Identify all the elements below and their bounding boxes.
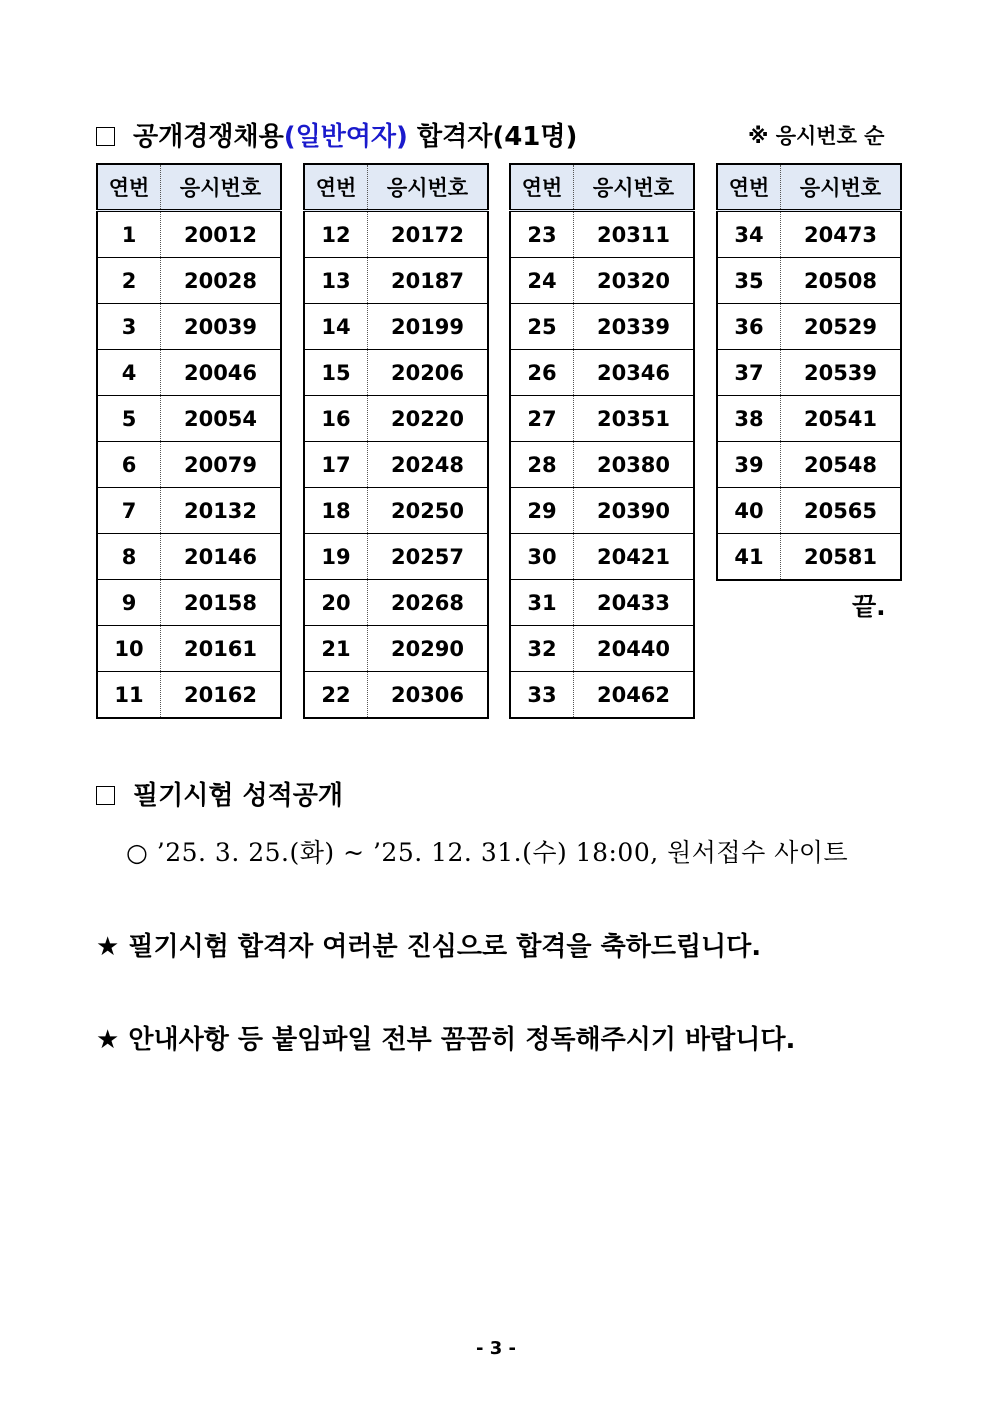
cell-seq: 32 (510, 626, 574, 672)
cell-seq: 34 (717, 211, 781, 258)
cell-seq: 20 (304, 580, 368, 626)
cell-exam-number: 20187 (368, 258, 489, 304)
table-header-row (717, 164, 901, 211)
table-row (304, 211, 488, 258)
table-row (510, 442, 694, 488)
table-row (510, 396, 694, 442)
cell-seq: 5 (97, 396, 161, 442)
cell-exam-number: 20320 (574, 258, 695, 304)
cell-seq: 15 (304, 350, 368, 396)
table-row (304, 672, 488, 719)
cell-exam-number: 20079 (161, 442, 282, 488)
page-number: - 3 - (476, 1338, 516, 1359)
checkbox-square-icon (96, 786, 115, 805)
cell-seq: 7 (97, 488, 161, 534)
cell-seq: 33 (510, 672, 574, 719)
cell-exam-number: 20473 (781, 211, 902, 258)
cell-seq: 38 (717, 396, 781, 442)
cell-exam-number: 20257 (368, 534, 489, 580)
cell-exam-number: 20172 (368, 211, 489, 258)
sort-note: ※ 응시번호 순 (748, 124, 885, 148)
title-count: 합격자(41명) (407, 122, 578, 152)
cell-seq: 30 (510, 534, 574, 580)
cell-seq: 36 (717, 304, 781, 350)
table-header-row (304, 164, 488, 211)
table-row (717, 534, 901, 581)
cell-exam-number: 20541 (781, 396, 902, 442)
header-seq: 연번 (97, 164, 161, 211)
cell-exam-number: 20306 (390, 682, 465, 707)
table-row (97, 258, 281, 304)
cell-seq: 22 (304, 672, 368, 719)
table-row (97, 626, 281, 672)
table-row (97, 211, 281, 258)
header-seq: 연번 (304, 164, 368, 211)
cell-exam-number: 20440 (574, 626, 695, 672)
cell-exam-number: 20290 (368, 626, 489, 672)
cell-exam-number: 20339 (574, 304, 695, 350)
cell-seq: 14 (304, 304, 368, 350)
passer-table-3 (509, 163, 695, 719)
cell-exam-number: 20433 (574, 580, 695, 626)
score-disclosure-period: ○ ’25. 3. 25.(화) ~ ’25. 12. 31.(수) 18:00, 원서접수 사이트 (126, 838, 849, 867)
cell-seq: 31 (510, 580, 574, 626)
passer-table-4 (716, 163, 902, 581)
table-row (717, 350, 901, 396)
cell-seq: 13 (304, 258, 368, 304)
note-congratulations: ★ 필기시험 합격자 여러분 진심으로 합격을 축하드립니다. (96, 932, 762, 962)
score-title-text: 필기시험 성적공개 (133, 781, 343, 811)
cell-exam-number: 20158 (161, 580, 282, 626)
table-row (97, 534, 281, 580)
header-seq: 연번 (510, 164, 574, 211)
passer-table-2 (303, 163, 489, 719)
cell-exam-number: 20529 (781, 304, 902, 350)
cell-seq: 1 (97, 211, 161, 258)
table-row (717, 258, 901, 304)
cell-exam-number: 20390 (574, 488, 695, 534)
cell-seq: 24 (510, 258, 574, 304)
cell-seq: 17 (304, 442, 368, 488)
table-row (510, 534, 694, 580)
table-row (304, 534, 488, 580)
table-row (510, 211, 694, 258)
cell-exam-number: 20206 (368, 350, 489, 396)
cell-seq: 4 (97, 350, 161, 396)
cell-exam-number: 20054 (161, 396, 282, 442)
table-row (510, 350, 694, 396)
cell-seq: 16 (304, 396, 368, 442)
table-row (304, 580, 488, 626)
table-row (510, 580, 694, 626)
cell-exam-number: 20162 (183, 682, 258, 707)
cell-exam-number: 20039 (161, 304, 282, 350)
cell-exam-number: 20462 (596, 682, 671, 707)
cell-exam-number: 20199 (368, 304, 489, 350)
cell-exam-number: 20268 (368, 580, 489, 626)
table-row (510, 258, 694, 304)
table-row (717, 488, 901, 534)
cell-seq: 3 (97, 304, 161, 350)
table-row (97, 488, 281, 534)
cell-seq: 37 (717, 350, 781, 396)
table-header-row (97, 164, 281, 211)
cell-seq: 28 (510, 442, 574, 488)
table-row (510, 626, 694, 672)
cell-seq: 29 (510, 488, 574, 534)
cell-exam-number: 20248 (368, 442, 489, 488)
header-seq: 연번 (717, 164, 781, 211)
section-title-score-disclosure (96, 775, 343, 812)
cell-exam-number: 20161 (161, 626, 282, 672)
title-highlight: (일반여자) (283, 122, 408, 152)
cell-exam-number: 20565 (781, 488, 902, 534)
header-exam-number: 응시번호 (368, 164, 489, 211)
table-row (97, 672, 281, 719)
cell-exam-number: 20012 (161, 211, 282, 258)
table-row (97, 350, 281, 396)
cell-seq: 27 (510, 396, 574, 442)
header-exam-number: 응시번호 (574, 164, 695, 211)
end-mark: 끝. (852, 592, 886, 621)
table-row (304, 258, 488, 304)
table-row (717, 396, 901, 442)
cell-exam-number: 20548 (781, 442, 902, 488)
cell-seq: 35 (717, 258, 781, 304)
cell-seq: 10 (97, 626, 161, 672)
table-row (510, 304, 694, 350)
table-row (304, 396, 488, 442)
table-row (717, 211, 901, 258)
note-read-attachments: ★ 안내사항 등 붙임파일 전부 꼼꼼히 정독해주시기 바랍니다. (96, 1025, 796, 1055)
cell-seq: 8 (97, 534, 161, 580)
table-row (717, 442, 901, 488)
checkbox-square-icon (96, 127, 115, 146)
table-row (304, 488, 488, 534)
cell-exam-number: 20508 (781, 258, 902, 304)
cell-seq: 40 (717, 488, 781, 534)
table-row (510, 672, 694, 719)
header-exam-number: 응시번호 (161, 164, 282, 211)
cell-seq: 39 (717, 442, 781, 488)
cell-seq: 12 (304, 211, 368, 258)
cell-seq: 2 (97, 258, 161, 304)
table-row (304, 304, 488, 350)
cell-seq: 23 (510, 211, 574, 258)
table-row (97, 304, 281, 350)
cell-seq: 19 (304, 534, 368, 580)
table-row (97, 580, 281, 626)
cell-seq: 21 (304, 626, 368, 672)
cell-exam-number: 20539 (781, 350, 902, 396)
cell-exam-number: 20346 (574, 350, 695, 396)
cell-seq: 41 (717, 534, 781, 581)
cell-exam-number: 20581 (803, 544, 878, 569)
cell-seq: 9 (97, 580, 161, 626)
cell-exam-number: 20132 (161, 488, 282, 534)
cell-exam-number: 20220 (368, 396, 489, 442)
cell-seq: 11 (97, 672, 161, 719)
table-row (304, 442, 488, 488)
cell-exam-number: 20311 (574, 211, 695, 258)
table-row (97, 442, 281, 488)
table-row (304, 350, 488, 396)
table-header-row (510, 164, 694, 211)
table-row (97, 396, 281, 442)
cell-exam-number: 20351 (574, 396, 695, 442)
cell-seq: 26 (510, 350, 574, 396)
header-exam-number: 응시번호 (781, 164, 902, 211)
cell-exam-number: 20146 (161, 534, 282, 580)
title-text: 공개경쟁채용 (133, 122, 284, 152)
cell-seq: 6 (97, 442, 161, 488)
section-title-passers (96, 116, 577, 153)
cell-seq: 25 (510, 304, 574, 350)
cell-exam-number: 20421 (574, 534, 695, 580)
cell-exam-number: 20028 (161, 258, 282, 304)
passer-table-1 (96, 163, 282, 719)
cell-seq: 18 (304, 488, 368, 534)
table-row (717, 304, 901, 350)
cell-exam-number: 20046 (161, 350, 282, 396)
cell-exam-number: 20250 (368, 488, 489, 534)
table-row (304, 626, 488, 672)
cell-exam-number: 20380 (574, 442, 695, 488)
table-row (510, 488, 694, 534)
